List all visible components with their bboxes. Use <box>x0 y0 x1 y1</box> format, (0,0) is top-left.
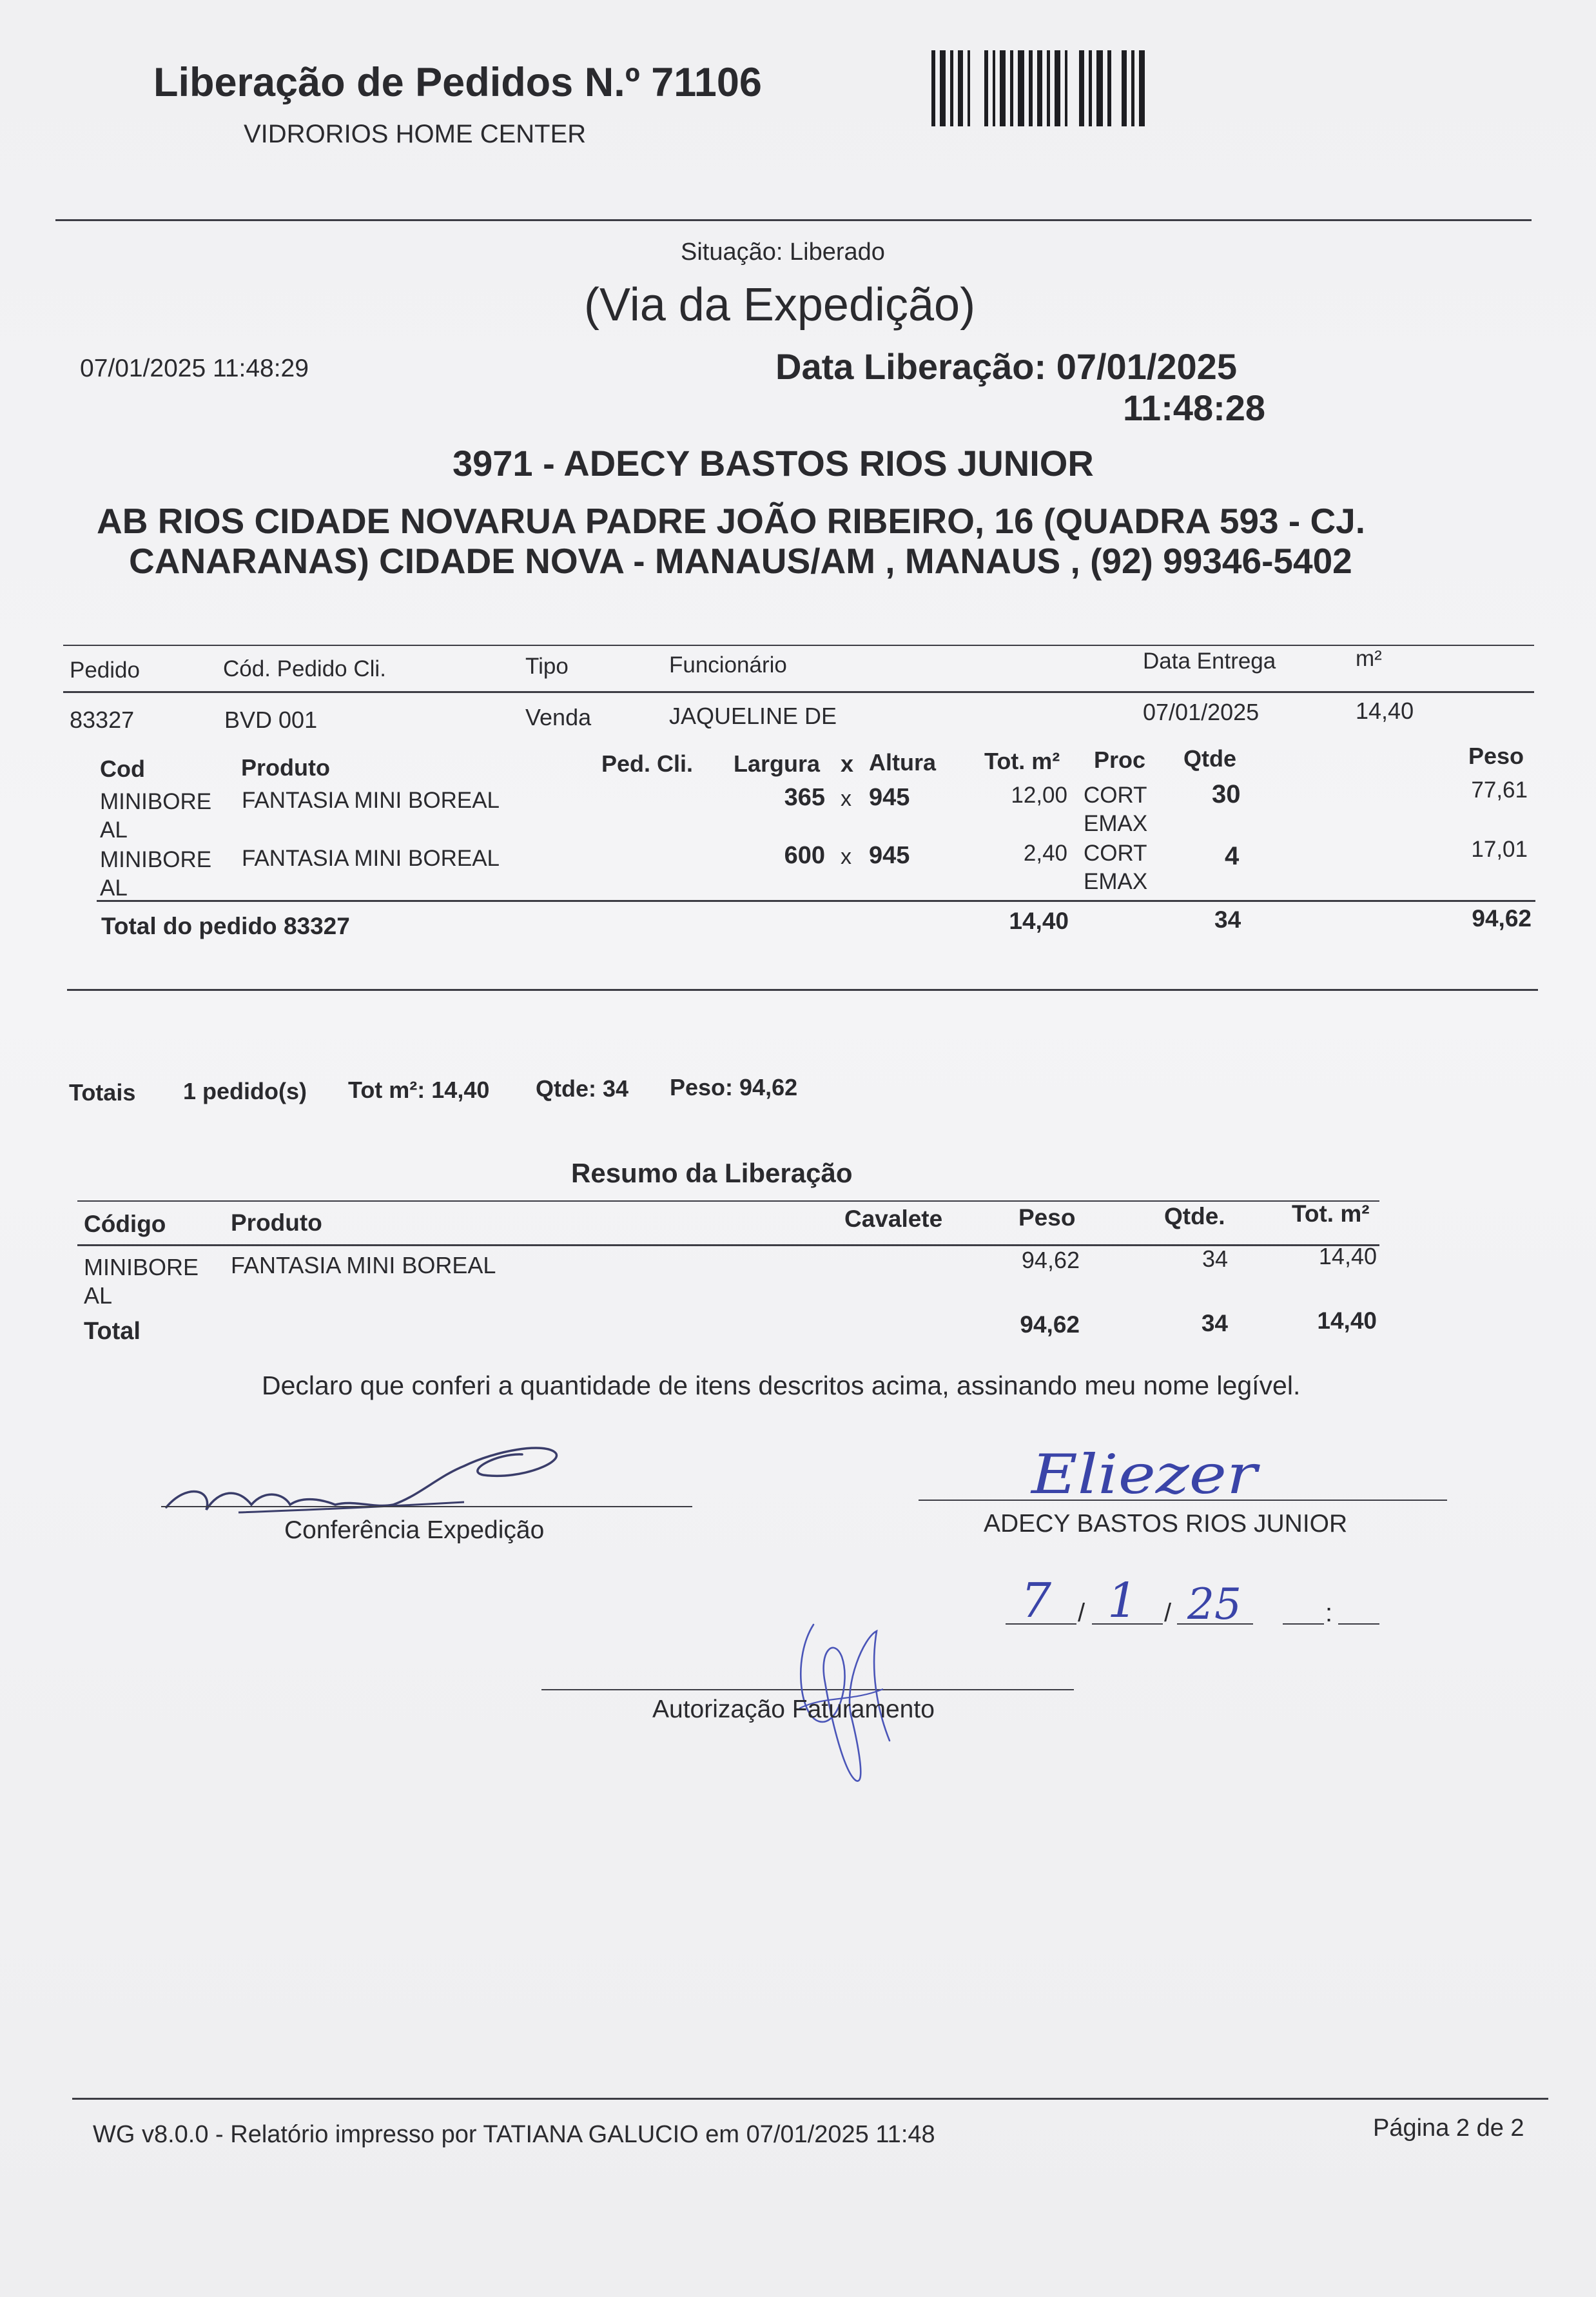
summary-col-peso: Peso <box>1018 1204 1076 1231</box>
copy-type-heading: (Via da Expedição) <box>584 279 976 331</box>
declaration-text: Declaro que conferi a quantidade de itens descritos acima, assinando meu nome legível. <box>262 1371 1301 1400</box>
items-total-line <box>97 900 1535 902</box>
items-col-peso: Peso <box>1468 743 1524 769</box>
items-total-peso: 94,62 <box>1472 905 1532 932</box>
item-1-x: x <box>841 787 852 811</box>
item-1-produto: FANTASIA MINI BOREAL <box>242 788 500 813</box>
summary-row-peso: 94,62 <box>1021 1247 1080 1273</box>
order-type: Venda <box>525 704 592 730</box>
summary-row-tot-m2: 14,40 <box>1318 1243 1377 1269</box>
totals-qtde: Qtde: 34 <box>536 1075 629 1102</box>
date-sep-2-icon: / <box>1164 1599 1172 1627</box>
summary-col-qtde: Qtde. <box>1164 1203 1225 1229</box>
page-number: Página 2 de 2 <box>1373 2115 1524 2142</box>
footer-line <box>72 2098 1548 2100</box>
items-total-qtde: 34 <box>1214 906 1241 933</box>
expedition-signature-label: Conferência Expedição <box>284 1516 545 1544</box>
col-pedido: Pedido <box>70 658 140 683</box>
item-2-produto: FANTASIA MINI BOREAL <box>242 846 500 871</box>
date-year-line <box>1177 1623 1253 1625</box>
item-1-cod: MINIBOREAL <box>100 789 212 843</box>
order-number: 83327 <box>70 707 135 733</box>
item-2-tot-m2: 2,40 <box>1023 841 1067 866</box>
totals-peso: Peso: 94,62 <box>670 1074 798 1100</box>
item-2-peso: 17,01 <box>1471 837 1528 862</box>
summary-col-produto: Produto <box>231 1209 322 1236</box>
summary-total-m2: 14,40 <box>1317 1307 1377 1334</box>
summary-total-label: Total <box>84 1318 141 1345</box>
status-text: Situação: Liberado <box>681 239 885 266</box>
summary-total-qtde: 34 <box>1201 1310 1228 1336</box>
item-1-largura: 365 <box>784 784 825 811</box>
expedition-signature-icon <box>161 1438 638 1528</box>
summary-row-codigo: MINIBOREAL <box>84 1254 199 1309</box>
order-table-header-line <box>63 691 1534 693</box>
col-tipo: Tipo <box>525 654 569 679</box>
item-1-proc: CORTEMAX <box>1084 783 1148 836</box>
item-2-qtde: 4 <box>1225 842 1240 870</box>
client-order-code: BVD 001 <box>224 707 318 733</box>
summary-title: Resumo da Liberação <box>571 1158 853 1188</box>
barcode-icon <box>931 50 1191 126</box>
employee: JAQUELINE DE <box>669 703 837 729</box>
summary-col-tot-m2: Tot. m² <box>1292 1200 1370 1227</box>
item-1-tot-m2: 12,00 <box>1011 783 1067 808</box>
item-1-qtde: 30 <box>1212 780 1241 808</box>
print-timestamp: 07/01/2025 11:48:29 <box>80 355 309 382</box>
order-table-top-line <box>63 645 1534 646</box>
date-month: 1 <box>1107 1573 1138 1628</box>
summary-top-line <box>77 1200 1379 1202</box>
summary-total-peso: 94,62 <box>1020 1311 1080 1338</box>
order-end-line <box>67 989 1538 991</box>
item-1-peso: 77,61 <box>1471 777 1528 803</box>
customer-signature-label: ADECY BASTOS RIOS JUNIOR <box>984 1510 1348 1538</box>
document-title: Liberação de Pedidos N.º 71106 <box>153 60 762 105</box>
item-2-largura: 600 <box>784 842 825 869</box>
item-2-cod: MINIBOREAL <box>100 847 212 901</box>
date-month-line <box>1092 1623 1163 1625</box>
item-2-proc: CORTEMAX <box>1084 841 1148 894</box>
svg-text:Eliezer: Eliezer <box>1029 1443 1261 1506</box>
delivery-date: 07/01/2025 <box>1143 699 1260 725</box>
col-m2: m² <box>1356 646 1382 671</box>
customer-signature-icon <box>1025 1442 1270 1506</box>
date-year: 25 <box>1187 1579 1241 1629</box>
footer-report-info: WG v8.0.0 - Relatório impresso por TATIANA GALUCIO em 07/01/2025 11:48 <box>93 2121 935 2148</box>
items-col-cod: Cod <box>100 756 145 782</box>
summary-col-cavalete: Cavalete <box>844 1206 943 1232</box>
summary-row-qtde: 34 <box>1202 1246 1228 1272</box>
items-col-proc: Proc <box>1094 747 1146 773</box>
items-col-produto: Produto <box>241 754 330 781</box>
summary-row-produto: FANTASIA MINI BOREAL <box>231 1252 496 1278</box>
totals-m2: Tot m²: 14,40 <box>348 1077 490 1103</box>
col-cod-pedido-cli: Cód. Pedido Cli. <box>223 656 386 681</box>
time-hour-line <box>1283 1623 1324 1625</box>
header-divider <box>55 219 1532 221</box>
items-col-tot-m2: Tot. m² <box>984 748 1060 774</box>
items-col-altura: Altura <box>869 749 937 776</box>
items-total-label: Total do pedido 83327 <box>101 913 350 939</box>
totals-label: Totais <box>69 1079 136 1106</box>
date-day: 7 <box>1021 1573 1052 1628</box>
item-1-altura: 945 <box>869 784 910 811</box>
date-day-line <box>1006 1623 1076 1625</box>
items-col-largura: Largura <box>734 750 821 777</box>
authorization-label: Autorização Faturamento <box>652 1696 935 1723</box>
customer-address-line1: AB RIOS CIDADE NOVARUA PADRE JOÃO RIBEIRO, 16 (QUADRA 593 - CJ. <box>97 501 1366 541</box>
order-m2: 14,40 <box>1356 698 1414 724</box>
items-col-x: x <box>841 750 854 777</box>
time-separator: : <box>1325 1599 1333 1627</box>
item-2-x: x <box>841 845 852 869</box>
company-name: VIDRORIOS HOME CENTER <box>244 120 587 148</box>
items-col-ped-cli: Ped. Cli. <box>601 750 694 777</box>
col-funcionario: Funcionário <box>669 652 787 678</box>
items-col-qtde: Qtde <box>1183 745 1237 772</box>
release-time: 11:48:28 <box>1123 387 1266 428</box>
totals-orders: 1 pedido(s) <box>183 1078 307 1104</box>
item-2-altura: 945 <box>869 842 910 869</box>
date-sep-1-icon: / <box>1078 1599 1085 1627</box>
items-total-m2: 14,40 <box>1009 908 1069 934</box>
time-minute-line <box>1338 1623 1379 1625</box>
expedition-signature-line <box>161 1506 692 1507</box>
release-date: Data Liberação: 07/01/2025 <box>775 346 1237 387</box>
col-data-entrega: Data Entrega <box>1143 649 1276 674</box>
customer-address-line2: CANARANAS) CIDADE NOVA - MANAUS/AM , MANAUS , (92) 99346-5402 <box>129 541 1352 581</box>
customer-signature-line <box>919 1500 1447 1501</box>
summary-col-codigo: Código <box>84 1211 166 1237</box>
customer-name: 3971 - ADECY BASTOS RIOS JUNIOR <box>453 443 1094 484</box>
